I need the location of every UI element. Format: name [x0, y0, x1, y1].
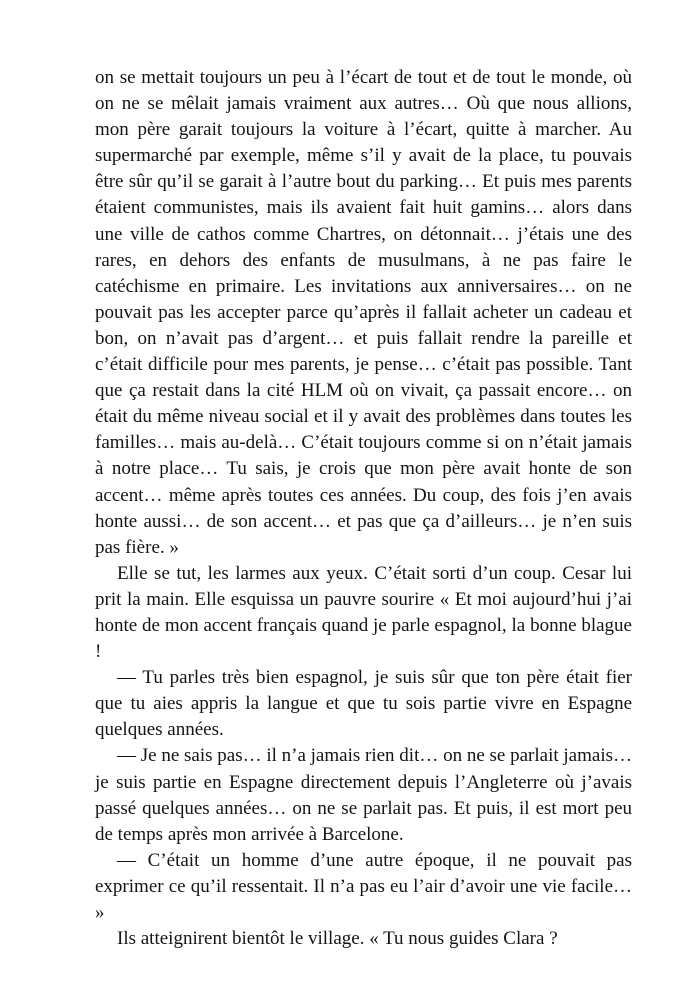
paragraph-5: — C’était un homme d’une autre époque, il ne pouvait pas exprimer ce qu’il ressentait. Il n’a pas eu l’air d’avoir une vie facile… »: [95, 849, 632, 923]
paragraph-1: on se mettait toujours un peu à l’écart de tout et de tout le monde, où on ne se mêlait jamais vraiment aux autres… Où que nous allions, mon père garait toujours la voiture à l’écart, quitte à marcher. Au supermarché par exemple, même s’il y avait de la place, tu pouvais être sûr qu’il se garait à l’autre bout du parking… Et puis mes parents étaient communistes, mais ils avaient fait huit gamins… alors dans une ville de cathos comme Chartres, on détonnait… j’étais une des rares, en dehors des enfants de musulmans, à ne pas faire le catéchisme en primaire. Les invitations aux anniversaires… on ne pouvait pas les accepter parce qu’après il fallait acheter un cadeau et bon, on n’avait pas d’argent… et puis fallait rendre la pareille et c’était difficile pour mes parents, je pense… c’était pas possible. Tant que ça restait dans la cité HLM où on vivait, ça passait encore… on était du même niveau social et il y avait des problèmes dans toutes les familles… mais au-delà… C’était toujours comme si on n’était jamais à notre place… Tu sais, je crois que mon père avait honte de son accent… même après toutes ces années. Du coup, des fois j’en avais honte aussi… de son accent… et pas que ça d’ailleurs… je n’en suis pas fière. »: [95, 67, 632, 558]
paragraph-4: — Je ne sais pas… il n’a jamais rien dit… on ne se parlait jamais… je suis partie en Espagne directement depuis l’Angleterre où j’avais passé quelques années… on ne se parlait pas. Et puis, il est mort peu de temps après mon arrivée à Barcelone.: [95, 745, 632, 845]
paragraph-2: Elle se tut, les larmes aux yeux. C’était sorti d’un coup. Cesar lui prit la main. Elle esquissa un pauvre sourire « Et moi aujourd’hui j’ai honte de mon accent français quand je parle espagnol, la bonne blague !: [95, 562, 632, 663]
paragraph-6: Ils atteignirent bientôt le village. « Tu nous guides Clara ?: [117, 928, 558, 950]
book-page-text: [95, 65, 632, 952]
paragraph-3: — Tu parles très bien espagnol, je suis sûr que ton père était fier que tu aies appris la langue et que tu sois partie vivre en Espagne quelques années.: [95, 667, 632, 741]
